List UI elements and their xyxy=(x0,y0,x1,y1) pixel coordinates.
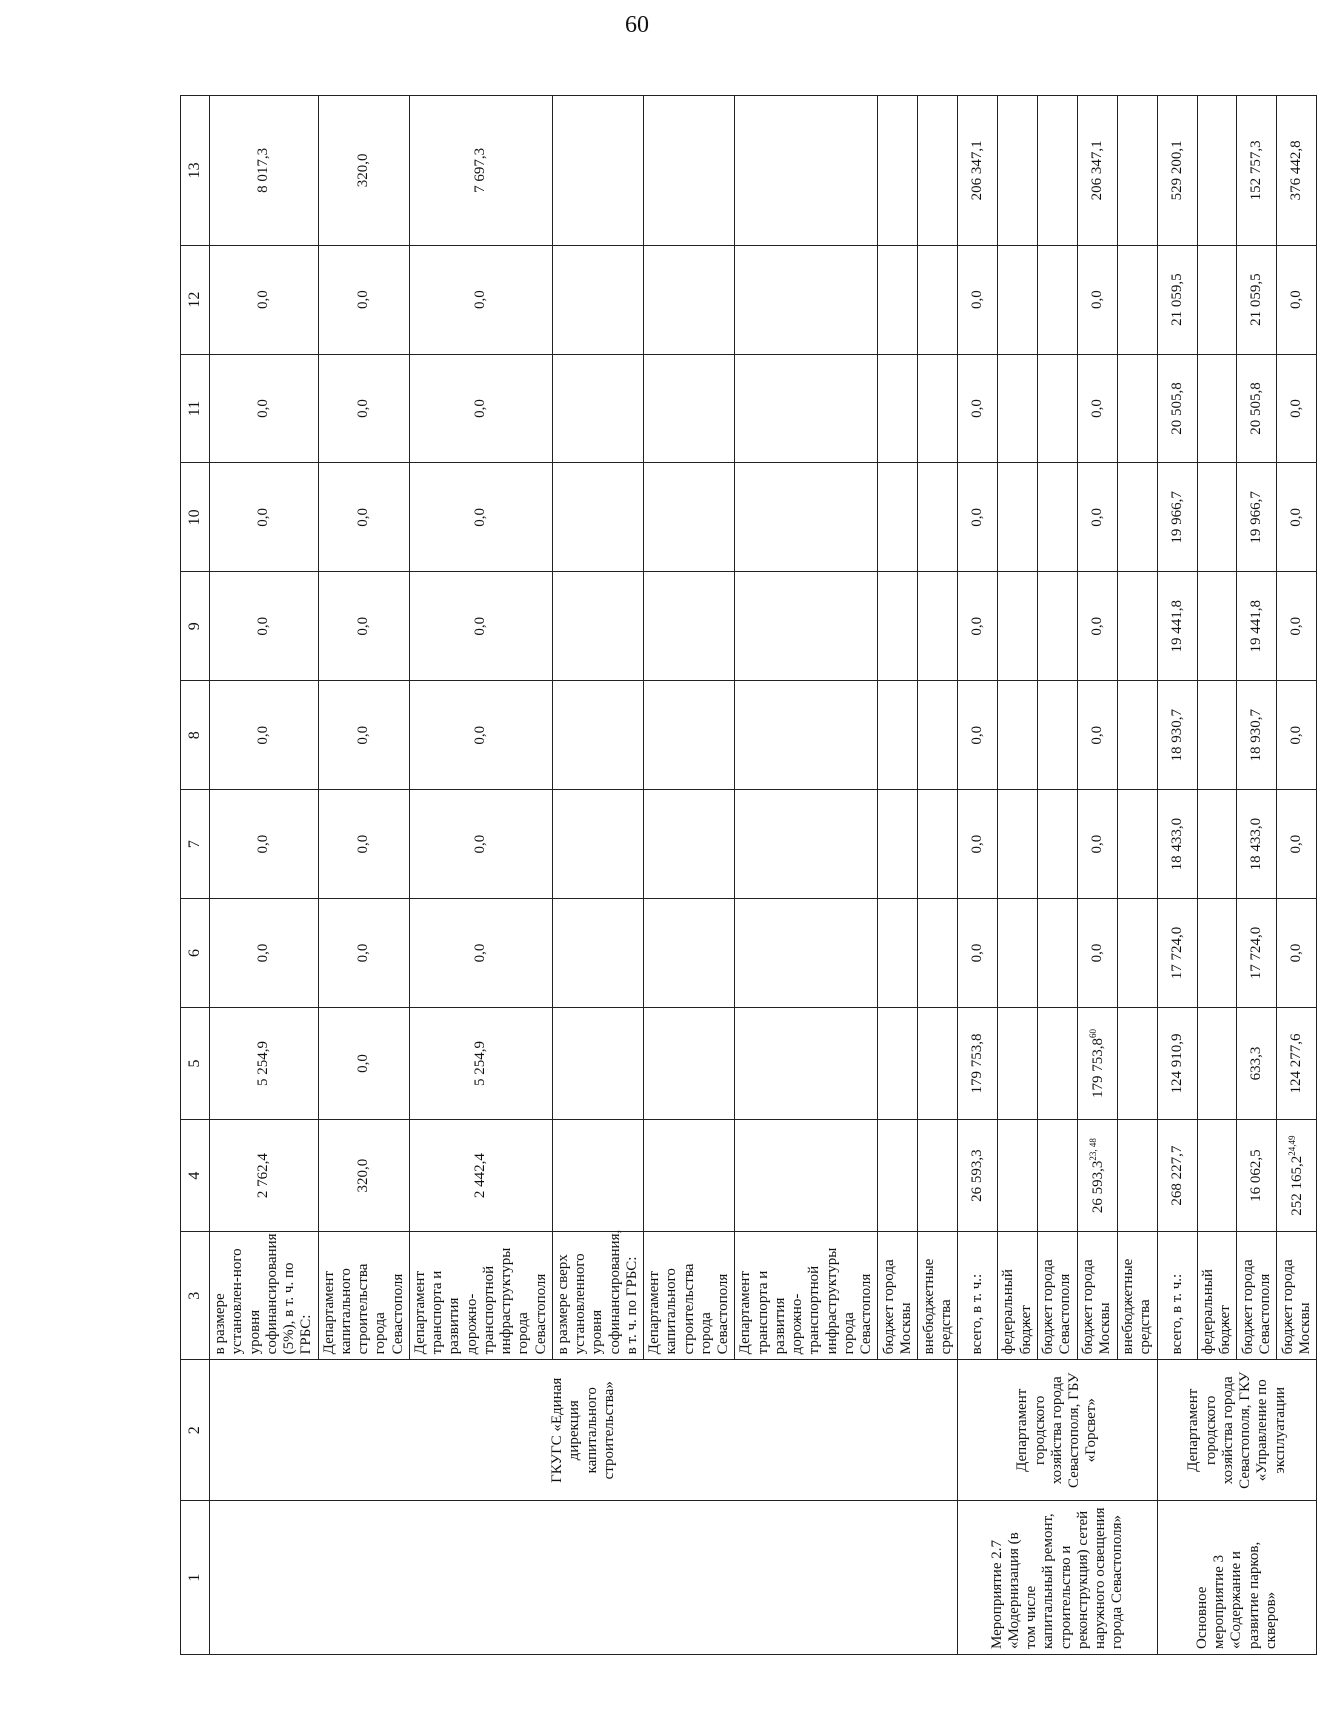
executor-cell: ГКУГС «Единая дирекция капитального строительства» xyxy=(210,1360,958,1501)
amount-cell-col-12 xyxy=(1237,245,1277,354)
amount-value: 206 347,1 xyxy=(1088,140,1105,201)
col-number: 3 xyxy=(181,1232,210,1360)
amount-value: 19 441,8 xyxy=(1168,600,1185,653)
amount-cell-col-8 xyxy=(918,681,958,790)
amount-value: 20 505,8 xyxy=(1168,382,1185,435)
amount-value: 179 753,8 xyxy=(969,1033,986,1094)
funding-source-cell: в размере установлен-ного уровня софинансирования (5%), в т. ч. по ГРБС: xyxy=(210,1232,319,1360)
executor-cell: Департамент городского хозяйства города Севастополя, ГБУ «Горсвет» xyxy=(958,1360,1158,1501)
amount-cell-col-6 xyxy=(1277,899,1317,1008)
amount-cell-col-12 xyxy=(318,245,409,354)
amount-cell-col-5 xyxy=(644,1007,735,1119)
amount-cell-col-6 xyxy=(644,899,735,1008)
amount-cell-col-5 xyxy=(1037,1007,1077,1119)
amount-cell-col-12 xyxy=(1117,245,1157,354)
amount-cell-col-9 xyxy=(1157,572,1197,681)
amount-cell-col-7 xyxy=(1037,790,1077,899)
amount-cell-col-10 xyxy=(318,463,409,572)
amount-cell-col-13 xyxy=(409,96,552,246)
amount-cell-col-10 xyxy=(210,463,319,572)
amount-cell-col-9 xyxy=(210,572,319,681)
amount-cell-col-9 xyxy=(1197,572,1237,681)
amount-value: 124 277,6 xyxy=(1288,1033,1305,1094)
amount-cell-col-10 xyxy=(958,463,998,572)
amount-cell-col-5 xyxy=(552,1007,643,1119)
amount-cell-col-10 xyxy=(552,463,643,572)
amount-cell-col-7 xyxy=(409,790,552,899)
funding-source-cell: федеральный бюджет xyxy=(998,1232,1038,1360)
amount-value: 0,0 xyxy=(255,834,272,854)
amount-cell-col-12 xyxy=(1197,245,1237,354)
amount-value: 529 200,1 xyxy=(1168,140,1185,201)
amount-cell-col-11 xyxy=(318,354,409,463)
funding-source-cell: бюджет города Севастополя xyxy=(1037,1232,1077,1360)
budget-table xyxy=(180,95,1317,1655)
amount-cell-col-6 xyxy=(998,899,1038,1008)
amount-cell-col-9 xyxy=(1117,572,1157,681)
amount-value: 268 227,7 xyxy=(1168,1145,1185,1206)
amount-cell-col-11 xyxy=(1277,354,1317,463)
amount-cell-col-9 xyxy=(1077,572,1117,681)
amount-value: 179 753,8 xyxy=(1089,1038,1106,1099)
amount-cell-col-5 xyxy=(878,1007,918,1119)
amount-cell-col-7 xyxy=(1117,790,1157,899)
amount-cell-col-6 xyxy=(1197,899,1237,1008)
amount-value: 320,0 xyxy=(355,1158,371,1193)
amount-cell-col-10 xyxy=(1077,463,1117,572)
amount-cell-col-10 xyxy=(1157,463,1197,572)
col-number: 6 xyxy=(181,899,210,1008)
amount-cell-col-7 xyxy=(1197,790,1237,899)
amount-cell-col-4 xyxy=(998,1120,1038,1232)
amount-cell-col-9 xyxy=(878,572,918,681)
amount-value: 7 697,3 xyxy=(472,147,489,193)
rotated-table-container xyxy=(180,95,1313,1655)
funding-source-cell: бюджет города Москвы xyxy=(878,1232,918,1360)
amount-value: 124 910,9 xyxy=(1168,1033,1185,1094)
amount-cell-col-6 xyxy=(1237,899,1277,1008)
amount-cell-col-9 xyxy=(1037,572,1077,681)
table-row xyxy=(1157,96,1197,1655)
funding-source-cell: бюджет города Москвы xyxy=(1077,1232,1117,1360)
amount-cell-col-5 xyxy=(1237,1007,1277,1119)
amount-cell-col-4 xyxy=(552,1120,643,1232)
amount-cell-col-11 xyxy=(1237,354,1277,463)
funding-source-cell: Департамент транспорта и развития дорожно-транспортной инфраструктуры города Севастополя xyxy=(409,1232,552,1360)
amount-value: 206 347,1 xyxy=(969,140,986,201)
amount-cell-col-4 xyxy=(318,1120,409,1232)
amount-value: 26 593,3 xyxy=(969,1149,986,1202)
amount-value: 0,0 xyxy=(1088,290,1105,309)
amount-value: 0,0 xyxy=(255,399,272,418)
amount-cell-col-11 xyxy=(1197,354,1237,463)
amount-cell-col-9 xyxy=(735,572,878,681)
col-number: 5 xyxy=(181,1007,210,1119)
amount-cell-col-5 xyxy=(1157,1007,1197,1119)
col-number: 12 xyxy=(181,245,210,354)
amount-cell-col-13 xyxy=(1237,96,1277,246)
measure-name-cell: Мероприятие 2.7 «Модернизация (в том числе капитальный ремонт, строительство и реконструкция) сетей наружного освещения города Севастополя» xyxy=(958,1501,1158,1655)
footnote-ref: 23, 48 xyxy=(1087,1138,1098,1161)
amount-cell-col-13 xyxy=(958,96,998,246)
amount-value: 252 165,2 xyxy=(1289,1155,1306,1216)
amount-cell-col-10 xyxy=(1197,463,1237,572)
col-number: 10 xyxy=(181,463,210,572)
amount-cell-col-11 xyxy=(958,354,998,463)
amount-cell-col-4 xyxy=(210,1120,319,1232)
amount-cell-col-7 xyxy=(958,790,998,899)
amount-cell-col-8 xyxy=(878,681,918,790)
amount-cell-col-11 xyxy=(1037,354,1077,463)
amount-value: 18 930,7 xyxy=(1248,708,1265,762)
amount-cell-col-12 xyxy=(409,245,552,354)
amount-cell-col-13 xyxy=(1197,96,1237,246)
amount-value: 0,0 xyxy=(1088,616,1105,636)
amount-value: 0,0 xyxy=(1088,943,1105,963)
footnote-ref: 60 xyxy=(1087,1029,1098,1039)
table-body xyxy=(210,96,1317,1655)
amount-cell-col-5 xyxy=(1277,1007,1317,1119)
amount-cell-col-10 xyxy=(644,463,735,572)
amount-cell-col-12 xyxy=(644,245,735,354)
amount-cell-col-5 xyxy=(918,1007,958,1119)
amount-cell-col-8 xyxy=(644,681,735,790)
amount-value: 0,0 xyxy=(1088,725,1105,745)
amount-value: 0,0 xyxy=(969,725,986,745)
amount-value: 0,0 xyxy=(969,943,986,963)
col-number: 13 xyxy=(181,96,210,246)
column-number-row xyxy=(181,96,210,1655)
amount-cell-col-13 xyxy=(1157,96,1197,246)
amount-cell-col-6 xyxy=(409,899,552,1008)
amount-value: 0,0 xyxy=(1288,725,1305,745)
amount-cell-col-11 xyxy=(878,354,918,463)
amount-value: 0,0 xyxy=(472,725,489,745)
amount-value: 0,0 xyxy=(355,1054,371,1073)
amount-value: 0,0 xyxy=(355,290,371,309)
amount-value: 5 254,9 xyxy=(472,1041,489,1087)
amount-cell-col-4 xyxy=(918,1120,958,1232)
amount-value: 0,0 xyxy=(355,616,371,636)
amount-cell-col-4 xyxy=(1077,1120,1117,1232)
amount-cell-col-6 xyxy=(958,899,998,1008)
amount-cell-col-6 xyxy=(552,899,643,1008)
amount-value: 18 433,0 xyxy=(1168,817,1185,871)
amount-cell-col-7 xyxy=(210,790,319,899)
amount-cell-col-10 xyxy=(1237,463,1277,572)
amount-cell-col-5 xyxy=(958,1007,998,1119)
amount-cell-col-12 xyxy=(735,245,878,354)
amount-cell-col-6 xyxy=(1117,899,1157,1008)
amount-value: 0,0 xyxy=(255,290,272,309)
amount-value: 0,0 xyxy=(969,834,986,854)
amount-cell-col-4 xyxy=(1037,1120,1077,1232)
amount-cell-col-6 xyxy=(1157,899,1197,1008)
amount-cell-col-5 xyxy=(318,1007,409,1119)
amount-cell-col-6 xyxy=(318,899,409,1008)
amount-value: 0,0 xyxy=(1088,834,1105,854)
amount-value: 20 505,8 xyxy=(1248,382,1265,435)
amount-cell-col-4 xyxy=(409,1120,552,1232)
amount-cell-col-4 xyxy=(1157,1120,1197,1232)
amount-cell-col-13 xyxy=(1037,96,1077,246)
amount-cell-col-4 xyxy=(1237,1120,1277,1232)
amount-cell-col-8 xyxy=(1037,681,1077,790)
amount-value: 633,3 xyxy=(1248,1046,1265,1081)
amount-cell-col-6 xyxy=(918,899,958,1008)
amount-cell-col-9 xyxy=(409,572,552,681)
col-number: 7 xyxy=(181,790,210,899)
amount-cell-col-5 xyxy=(210,1007,319,1119)
amount-cell-col-9 xyxy=(958,572,998,681)
amount-cell-col-4 xyxy=(1117,1120,1157,1232)
amount-value: 17 724,0 xyxy=(1168,926,1185,980)
amount-cell-col-8 xyxy=(210,681,319,790)
amount-value: 18 930,7 xyxy=(1168,708,1185,762)
amount-cell-col-11 xyxy=(210,354,319,463)
measure-name-cell xyxy=(210,1501,958,1655)
amount-cell-col-10 xyxy=(998,463,1038,572)
amount-cell-col-7 xyxy=(1077,790,1117,899)
amount-cell-col-13 xyxy=(1117,96,1157,246)
amount-value: 376 442,8 xyxy=(1288,140,1305,201)
amount-value: 2 442,4 xyxy=(472,1153,489,1199)
amount-value: 0,0 xyxy=(355,399,371,418)
amount-cell-col-5 xyxy=(1077,1007,1117,1119)
amount-cell-col-7 xyxy=(878,790,918,899)
amount-cell-col-8 xyxy=(1277,681,1317,790)
amount-cell-col-10 xyxy=(1037,463,1077,572)
amount-cell-col-9 xyxy=(1237,572,1277,681)
funding-source-cell: Департамент капитального строительства города Севастополя xyxy=(318,1232,409,1360)
col-number: 9 xyxy=(181,572,210,681)
amount-value: 0,0 xyxy=(1088,399,1105,418)
amount-cell-col-13 xyxy=(1077,96,1117,246)
amount-cell-col-13 xyxy=(1277,96,1317,246)
amount-cell-col-11 xyxy=(998,354,1038,463)
amount-cell-col-11 xyxy=(918,354,958,463)
amount-cell-col-12 xyxy=(918,245,958,354)
amount-cell-col-12 xyxy=(878,245,918,354)
amount-cell-col-6 xyxy=(1037,899,1077,1008)
amount-cell-col-5 xyxy=(409,1007,552,1119)
amount-cell-col-10 xyxy=(1117,463,1157,572)
amount-cell-col-8 xyxy=(552,681,643,790)
amount-cell-col-12 xyxy=(210,245,319,354)
funding-source-cell: в размере сверх установленного уровня софинансирования, в т. ч. по ГРБС: xyxy=(552,1232,643,1360)
amount-cell-col-6 xyxy=(735,899,878,1008)
amount-value: 0,0 xyxy=(1288,834,1305,854)
amount-cell-col-12 xyxy=(1037,245,1077,354)
amount-cell-col-7 xyxy=(735,790,878,899)
amount-cell-col-11 xyxy=(1117,354,1157,463)
funding-source-cell: всего, в т. ч.: xyxy=(1157,1232,1197,1360)
amount-cell-col-7 xyxy=(998,790,1038,899)
amount-cell-col-9 xyxy=(318,572,409,681)
amount-value: 2 762,4 xyxy=(255,1153,272,1199)
amount-cell-col-10 xyxy=(918,463,958,572)
amount-cell-col-12 xyxy=(1277,245,1317,354)
col-number: 8 xyxy=(181,681,210,790)
col-number: 4 xyxy=(181,1120,210,1232)
funding-source-cell: внебюджетные средства xyxy=(1117,1232,1157,1360)
amount-cell-col-7 xyxy=(318,790,409,899)
amount-cell-col-11 xyxy=(1077,354,1117,463)
amount-cell-col-6 xyxy=(210,899,319,1008)
amount-cell-col-8 xyxy=(1197,681,1237,790)
amount-value: 0,0 xyxy=(255,616,272,636)
amount-cell-col-11 xyxy=(1157,354,1197,463)
amount-cell-col-13 xyxy=(210,96,319,246)
amount-cell-col-10 xyxy=(409,463,552,572)
amount-cell-col-8 xyxy=(409,681,552,790)
amount-value: 0,0 xyxy=(969,290,986,309)
amount-value: 0,0 xyxy=(255,725,272,745)
col-number: 1 xyxy=(181,1501,210,1655)
amount-cell-col-12 xyxy=(552,245,643,354)
amount-cell-col-8 xyxy=(998,681,1038,790)
funding-source-cell: Департамент капитального строительства города Севастополя xyxy=(644,1232,735,1360)
amount-cell-col-10 xyxy=(878,463,918,572)
amount-cell-col-5 xyxy=(735,1007,878,1119)
amount-cell-col-9 xyxy=(644,572,735,681)
amount-value: 21 059,5 xyxy=(1168,273,1185,326)
amount-cell-col-11 xyxy=(409,354,552,463)
amount-value: 0,0 xyxy=(472,290,489,309)
amount-cell-col-5 xyxy=(1197,1007,1237,1119)
amount-value: 0,0 xyxy=(1288,616,1305,636)
amount-cell-col-7 xyxy=(918,790,958,899)
amount-cell-col-4 xyxy=(878,1120,918,1232)
amount-cell-col-7 xyxy=(1237,790,1277,899)
col-number: 11 xyxy=(181,354,210,463)
amount-cell-col-10 xyxy=(735,463,878,572)
amount-cell-col-4 xyxy=(1197,1120,1237,1232)
amount-value: 19 441,8 xyxy=(1248,600,1265,653)
amount-cell-col-9 xyxy=(918,572,958,681)
amount-cell-col-7 xyxy=(552,790,643,899)
amount-cell-col-8 xyxy=(318,681,409,790)
funding-source-cell: бюджет города Севастополя xyxy=(1237,1232,1277,1360)
amount-cell-col-9 xyxy=(998,572,1038,681)
amount-cell-col-8 xyxy=(1117,681,1157,790)
amount-cell-col-7 xyxy=(644,790,735,899)
amount-value: 0,0 xyxy=(1288,399,1305,418)
amount-cell-col-11 xyxy=(735,354,878,463)
amount-value: 0,0 xyxy=(969,508,986,527)
amount-cell-col-13 xyxy=(644,96,735,246)
amount-cell-col-13 xyxy=(318,96,409,246)
table-row xyxy=(210,96,319,1655)
amount-value: 26 593,3 xyxy=(1089,1160,1106,1214)
amount-cell-col-8 xyxy=(735,681,878,790)
amount-value: 0,0 xyxy=(472,399,489,418)
executor-cell: Департамент городского хозяйства города Севастополя, ГКУ «Управление по эксплуатации xyxy=(1157,1360,1317,1501)
amount-value: 8 017,3 xyxy=(255,147,272,193)
amount-cell-col-13 xyxy=(878,96,918,246)
amount-cell-col-4 xyxy=(1277,1120,1317,1232)
amount-cell-col-11 xyxy=(644,354,735,463)
amount-value: 0,0 xyxy=(355,943,371,963)
amount-cell-col-12 xyxy=(998,245,1038,354)
amount-cell-col-13 xyxy=(918,96,958,246)
amount-value: 0,0 xyxy=(472,508,489,527)
amount-value: 18 433,0 xyxy=(1248,817,1265,871)
amount-value: 0,0 xyxy=(472,834,489,854)
amount-cell-col-5 xyxy=(1117,1007,1157,1119)
amount-cell-col-13 xyxy=(998,96,1038,246)
funding-source-cell: федеральный бюджет xyxy=(1197,1232,1237,1360)
amount-value: 0,0 xyxy=(969,616,986,636)
amount-value: 0,0 xyxy=(255,943,272,963)
amount-cell-col-4 xyxy=(644,1120,735,1232)
amount-value: 0,0 xyxy=(355,834,371,854)
amount-cell-col-7 xyxy=(1277,790,1317,899)
amount-value: 0,0 xyxy=(355,725,371,745)
col-number: 2 xyxy=(181,1360,210,1501)
amount-cell-col-8 xyxy=(958,681,998,790)
amount-cell-col-4 xyxy=(735,1120,878,1232)
amount-cell-col-5 xyxy=(998,1007,1038,1119)
amount-cell-col-12 xyxy=(958,245,998,354)
amount-value: 21 059,5 xyxy=(1248,273,1265,326)
funding-source-cell: внебюджетные средства xyxy=(918,1232,958,1360)
amount-value: 0,0 xyxy=(472,943,489,963)
funding-source-cell: Департамент транспорта и развития дорожно-транспортной инфраструктуры города Севастополя xyxy=(735,1232,878,1360)
amount-value: 19 966,7 xyxy=(1168,491,1185,544)
amount-value: 5 254,9 xyxy=(255,1041,272,1087)
amount-cell-col-6 xyxy=(1077,899,1117,1008)
amount-value: 0,0 xyxy=(969,399,986,418)
amount-value: 0,0 xyxy=(355,508,371,527)
funding-source-cell: бюджет города Москвы xyxy=(1277,1232,1317,1360)
page-number: 60 xyxy=(625,12,649,38)
amount-cell-col-9 xyxy=(552,572,643,681)
amount-cell-col-13 xyxy=(735,96,878,246)
amount-value: 19 966,7 xyxy=(1248,491,1265,544)
amount-value: 0,0 xyxy=(472,616,489,636)
amount-cell-col-7 xyxy=(1157,790,1197,899)
amount-value: 16 062,5 xyxy=(1248,1149,1265,1202)
amount-cell-col-12 xyxy=(1157,245,1197,354)
amount-cell-col-4 xyxy=(958,1120,998,1232)
amount-cell-col-9 xyxy=(1277,572,1317,681)
amount-value: 0,0 xyxy=(1288,508,1305,527)
amount-cell-col-6 xyxy=(878,899,918,1008)
amount-cell-col-8 xyxy=(1077,681,1117,790)
amount-cell-col-10 xyxy=(1277,463,1317,572)
amount-value: 0,0 xyxy=(1288,943,1305,963)
amount-value: 0,0 xyxy=(1288,290,1305,309)
funding-source-cell: всего, в т. ч.: xyxy=(958,1232,998,1360)
amount-cell-col-8 xyxy=(1157,681,1197,790)
amount-cell-col-11 xyxy=(552,354,643,463)
amount-value: 0,0 xyxy=(1088,508,1105,527)
amount-cell-col-8 xyxy=(1237,681,1277,790)
measure-name-cell: Основное мероприятие 3 «Содержание и развитие парков, скверов» xyxy=(1157,1501,1317,1655)
amount-value: 320,0 xyxy=(355,153,371,188)
amount-cell-col-13 xyxy=(552,96,643,246)
amount-value: 17 724,0 xyxy=(1248,926,1265,980)
amount-value: 0,0 xyxy=(255,508,272,527)
amount-cell-col-12 xyxy=(1077,245,1117,354)
amount-value: 152 757,3 xyxy=(1248,140,1265,201)
footnote-ref: 24,49 xyxy=(1287,1135,1298,1156)
table-row xyxy=(958,96,998,1655)
